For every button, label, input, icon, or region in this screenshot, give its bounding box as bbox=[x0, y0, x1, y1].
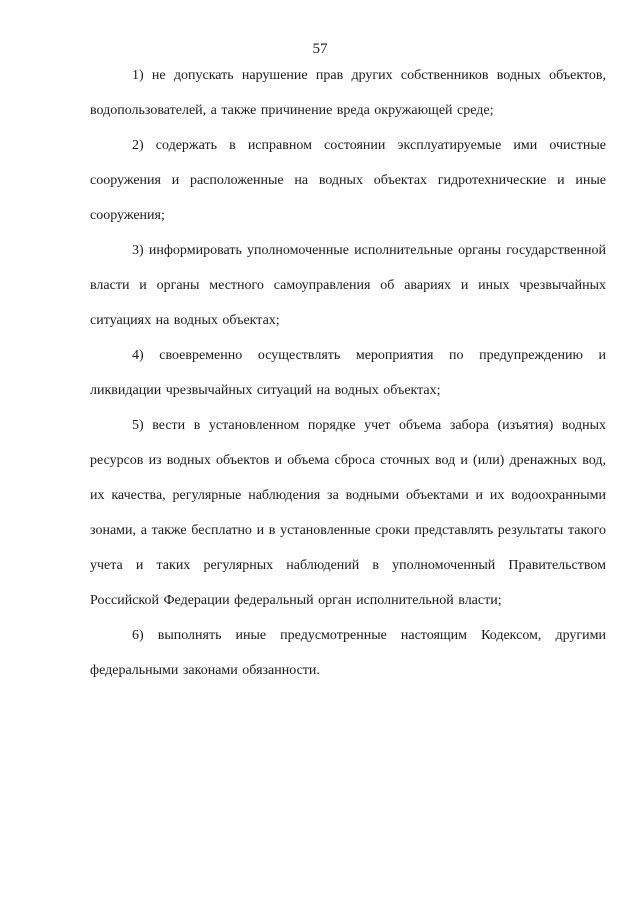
paragraph-item-1: 1) не допускать нарушение прав других собственников водных объектов, водопользователей, а также причинение вреда окружающей среде; bbox=[90, 68, 606, 118]
paragraph-item-6: 6) выполнять иные предусмотренные настоящим Кодексом, другими федеральными законами обязанности. bbox=[90, 628, 606, 678]
document-body bbox=[90, 58, 606, 688]
paragraph-item-5: 5) вести в установленном порядке учет объема забора (изъятия) водных ресурсов из водных объектов и объема сброса сточных вод и (или) дренажных вод, их качества, регулярные наблюдения за водными объектами и их водоохранными зонами, а также бесплатно и в установленные сроки представлять результаты такого учета и таких регулярных наблюдений в уполномоченный Правительством Российской Федерации федеральный орган исполнительной власти; bbox=[90, 418, 606, 608]
paragraph-item-2: 2) содержать в исправном состоянии эксплуатируемые ими очистные сооружения и расположенные на водных объектах гидротехнические и иные сооружения; bbox=[90, 138, 606, 223]
paragraph-item-3: 3) информировать уполномоченные исполнительные органы государственной власти и органы местного самоуправления об авариях и иных чрезвычайных ситуациях на водных объектах; bbox=[90, 243, 606, 328]
paragraph-item-4: 4) своевременно осуществлять мероприятия по предупреждению и ликвидации чрезвычайных ситуаций на водных объектах; bbox=[90, 348, 606, 398]
page-number: 57 bbox=[312, 41, 328, 57]
